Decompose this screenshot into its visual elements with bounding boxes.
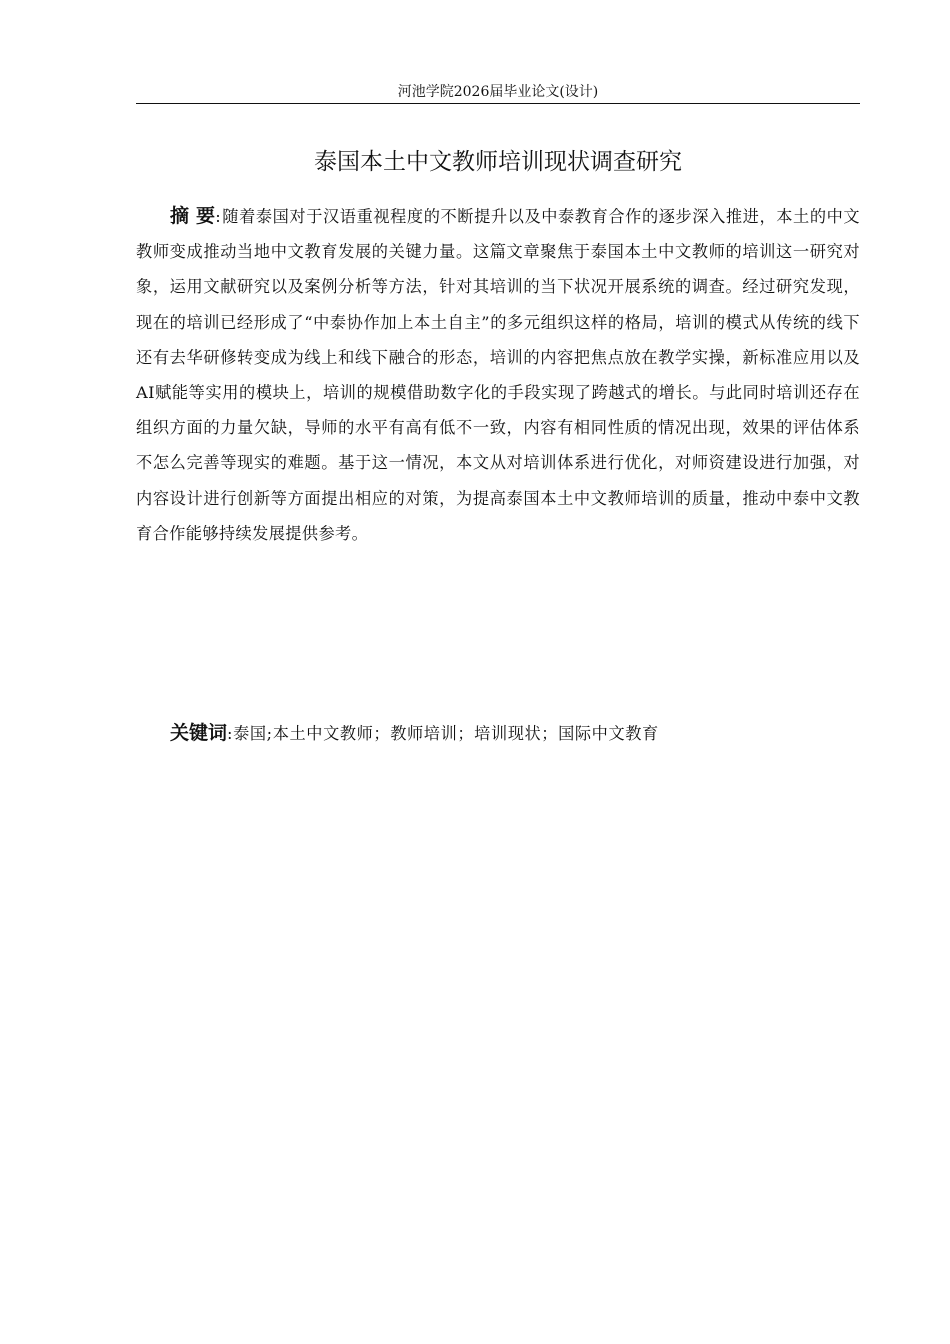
header-rule [136, 103, 860, 104]
abstract-text: 随着泰国对于汉语重视程度的不断提升以及中泰教育合作的逐步深入推进，本土的中文教师变成推动当地中文教育发展的关键力量。这篇文章聚焦于泰国本土中文教师的培训这一研究对象，运用文献研究以及案例分析等方法，针对其培训的当下状况开展系统的调查。经过研究发现，现在的培训已经形成了“中泰协作加上本土自主”的多元组织这样的格局，培训的模式从传统的线下还有去华研修转变成为线上和线下融合的形态，培训的内容把焦点放在教学实操，新标准应用以及AI赋能等实用的模块上，培训的规模借助数字化的手段实现了跨越式的增长。与此同时培训还存在组织方面的力量欠缺，导师的水平有高有低不一致，内容有相同性质的情况出现，效果的评估体系不怎么完善等现实的难题。基于这一情况，本文从对培训体系进行优化，对师资建设进行加强，对内容设计进行创新等方面提出相应的对策，为提高泰国本土中文教师培训的质量，推动中泰中文教育合作能够持续发展提供参考。 [136, 207, 860, 543]
keywords-text: 泰国;本土中文教师；教师培训；培训现状；国际中文教育 [233, 724, 659, 743]
running-header: 河池学院2026届毕业论文(设计) [397, 84, 599, 100]
paper-title: 泰国本土中文教师培训现状调查研究 [314, 149, 682, 175]
keywords-label: 关键词 [170, 722, 228, 744]
abstract-separator: : [215, 207, 222, 226]
keywords-separator: : [227, 724, 234, 743]
abstract-paragraph [136, 199, 860, 551]
keywords-line [136, 716, 860, 751]
abstract-label: 摘 要 [170, 205, 216, 227]
